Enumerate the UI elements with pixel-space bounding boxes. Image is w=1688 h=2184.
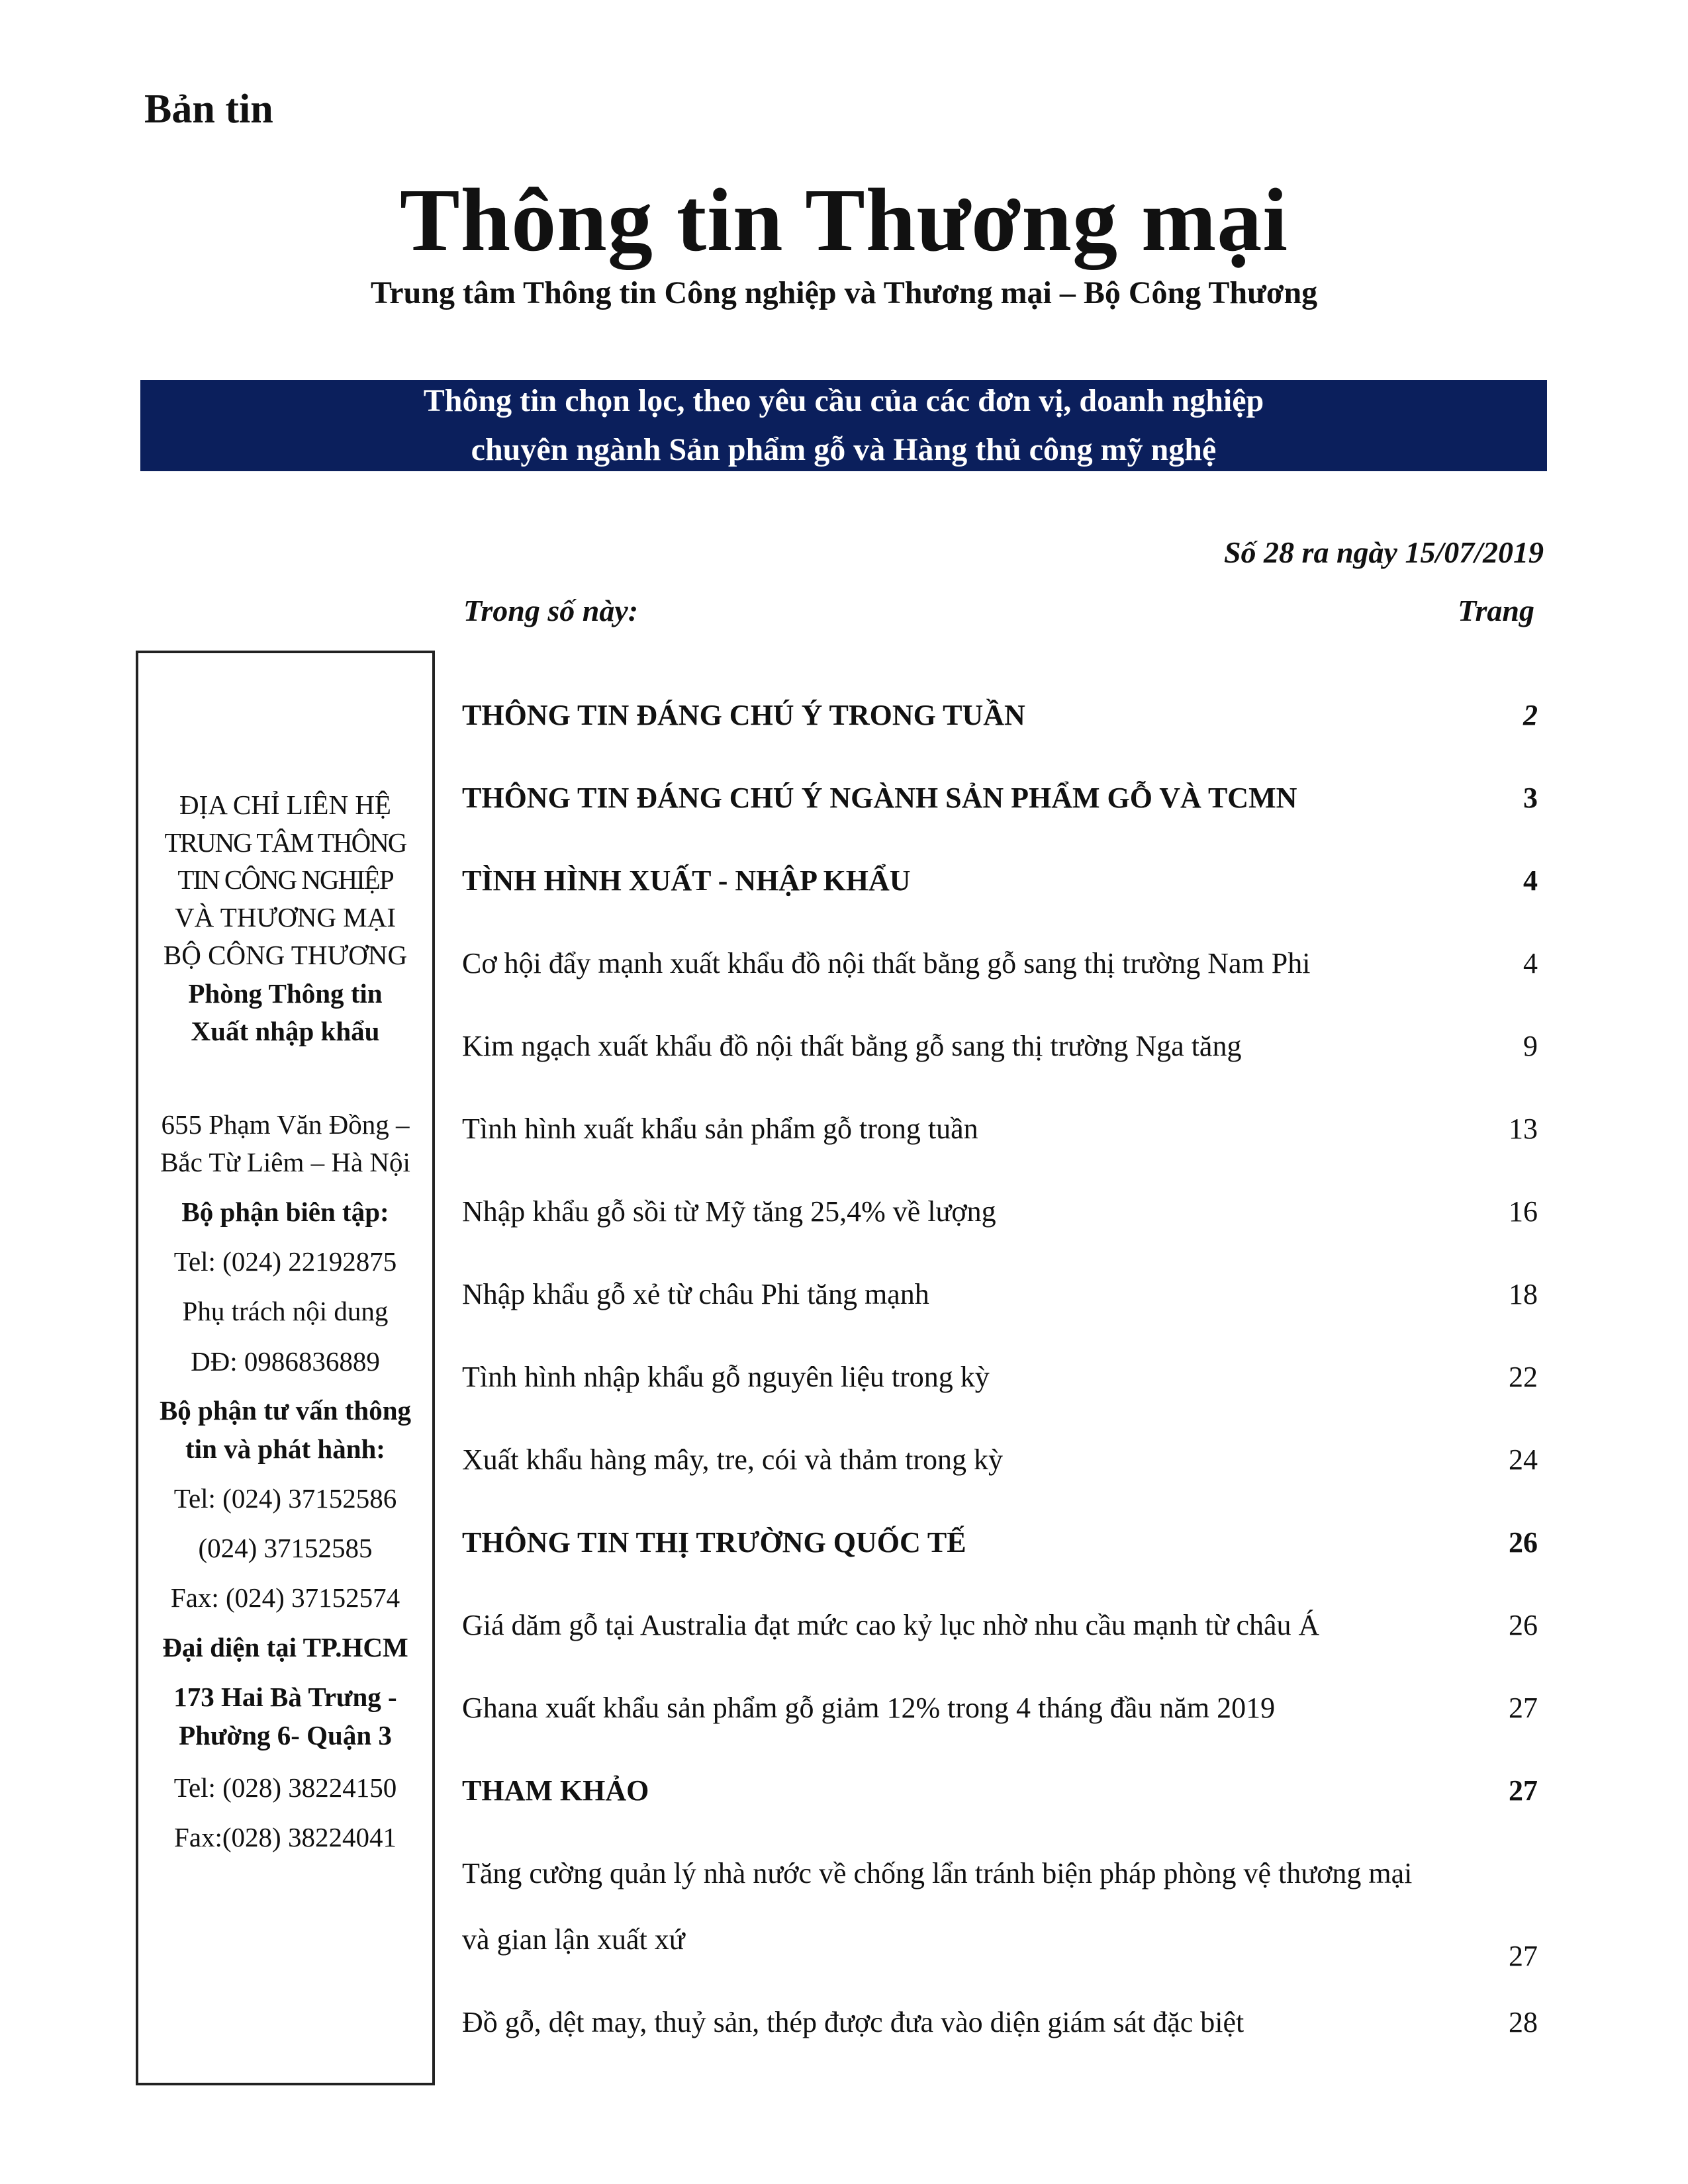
toc-entry-row[interactable] [462,1691,1538,1731]
toc-heading: Trong số này: [463,594,639,627]
toc-section-row[interactable] [462,1774,1538,1813]
sidebar-line: Fax: (024) 37152574 [170,1582,400,1613]
toc-entry-title[interactable]: Kim ngạch xuất khẩu đồ nội thất bằng gỗ sang thị trường Nga tăng [462,1030,1242,1062]
toc-entry-title[interactable]: THÔNG TIN THỊ TRƯỜNG QUỐC TẾ [462,1526,966,1559]
toc-entry-title[interactable]: Cơ hội đẩy mạnh xuất khẩu đồ nội thất bằng gỗ sang thị trường Nam Phi [462,947,1311,979]
sidebar-line: Fax:(028) 38224041 [174,1822,397,1852]
toc-section-row[interactable] [462,1525,1538,1565]
sidebar-line: Phòng Thông tin [188,978,383,1009]
sidebar-line: Tel: (028) 38224150 [173,1772,397,1803]
toc-entry-row[interactable] [462,1856,1538,1972]
sidebar-line: Tel: (024) 37152586 [173,1483,397,1514]
sidebar-line: Bắc Từ Liêm – Hà Nội [160,1147,410,1177]
toc-page-number: 28 [1509,2006,1538,2038]
toc-page-number: 26 [1509,1609,1538,1641]
toc-page-number: 9 [1523,1030,1538,1062]
toc-page-number: 13 [1509,1113,1538,1145]
sidebar-line: Tel: (024) 22192875 [173,1246,397,1277]
toc-entry-row[interactable] [462,1112,1538,1152]
toc-page-number: 2 [1523,699,1538,731]
toc-page-number: 18 [1509,1278,1538,1310]
sidebar-line: Phụ trách nội dung [182,1296,389,1326]
sidebar-line: Đại diện tại TP.HCM [162,1632,408,1662]
toc-page-number: 4 [1523,864,1538,897]
sidebar-line: DĐ: 0986836889 [191,1346,380,1377]
toc-page-number: 22 [1509,1361,1538,1393]
toc-page-number: 16 [1509,1195,1538,1228]
sidebar-line: TRUNG TÂM THÔNG [164,827,406,858]
toc-entry-title[interactable]: THÔNG TIN ĐÁNG CHÚ Ý TRONG TUẦN [462,699,1025,731]
sidebar-line: 173 Hai Bà Trưng - [173,1682,397,1712]
toc-entry-row[interactable] [462,1277,1538,1317]
sidebar-line: (024) 37152585 [198,1533,373,1563]
toc-page-number: 27 [1509,1940,1538,1972]
sidebar-line: ĐỊA CHỈ LIÊN HỆ [179,790,391,820]
toc-section-row[interactable] [462,781,1538,821]
sidebar-line: TIN CÔNG NGHIỆP [177,864,393,895]
toc-entry-row[interactable] [462,1029,1538,1069]
toc-entry-title[interactable]: Giá dăm gỗ tại Australia đạt mức cao kỷ lục nhờ nhu cầu mạnh từ châu Á [462,1609,1320,1641]
toc-entry-title-continued[interactable]: và gian lận xuất xứ [462,1923,685,1956]
toc-page-number: 27 [1509,1774,1538,1807]
toc-entry-title[interactable]: TÌNH HÌNH XUẤT - NHẬP KHẨU [462,864,911,897]
banner-line-2: chuyên ngành Sản phẩm gỗ và Hàng thủ công mỹ nghệ [471,432,1217,467]
toc-entry-title[interactable]: Tăng cường quản lý nhà nước về chống lẩn tránh biện pháp phòng vệ thương mại [462,1857,1413,1889]
sidebar-line: tin và phát hành: [185,1433,385,1464]
toc-entry-title[interactable]: Nhập khẩu gỗ sồi từ Mỹ tăng 25,4% về lượng [462,1195,996,1228]
toc-page-number: 26 [1509,1526,1538,1559]
sidebar-line: VÀ THƯƠNG MẠI [175,902,396,933]
toc-entry-title[interactable]: Tình hình xuất khẩu sản phẩm gỗ trong tuần [462,1113,978,1145]
toc-entry-title[interactable]: Ghana xuất khẩu sản phẩm gỗ giảm 12% trong 4 tháng đầu năm 2019 [462,1692,1276,1724]
contact-sidebar [136,651,435,2085]
toc-entry-row[interactable] [462,946,1538,986]
sidebar-line: Bộ phận tư vấn thông [159,1395,412,1426]
sidebar-line: BỘ CÔNG THƯƠNG [163,940,408,970]
page-subtitle: Trung tâm Thông tin Công nghiệp và Thương mại – Bộ Công Thương [370,275,1318,310]
toc-page-number: 24 [1509,1443,1538,1476]
page-column-heading: Trang [1458,594,1534,627]
sidebar-line: 655 Phạm Văn Đồng – [161,1109,410,1140]
page-title: Thông tin Thương mại [399,171,1289,270]
sidebar-line: Phường 6- Quận 3 [179,1720,392,1751]
toc-page-number: 3 [1523,782,1538,814]
toc-page-number: 27 [1509,1692,1538,1724]
toc-entry-title[interactable]: Xuất khẩu hàng mây, tre, cói và thảm trong kỳ [462,1443,1004,1476]
toc-entry-row[interactable] [462,1608,1538,1648]
toc-section-row[interactable] [462,864,1538,903]
toc-entry-title[interactable]: THAM KHẢO [462,1774,649,1807]
sidebar-line: Bộ phận biên tập: [181,1197,389,1227]
toc-entry-title[interactable]: Tình hình nhập khẩu gỗ nguyên liệu trong kỳ [462,1361,990,1393]
sidebar-line: Xuất nhập khẩu [191,1016,380,1046]
banner-line-1: Thông tin chọn lọc, theo yêu cầu của các đơn vị, doanh nghiệp [423,383,1264,418]
toc-entry-title[interactable]: Đồ gỗ, dệt may, thuỷ sản, thép được đưa vào diện giám sát đặc biệt [462,2006,1244,2038]
toc-entry-title[interactable]: Nhập khẩu gỗ xẻ từ châu Phi tăng mạnh [462,1278,929,1310]
toc-entry-row[interactable] [462,1195,1538,1234]
toc-section-row[interactable] [462,698,1538,738]
toc-page-number: 4 [1523,947,1538,979]
bulletin-kicker: Bản tin [144,87,273,132]
topic-banner [140,380,1547,471]
issue-info: Số 28 ra ngày 15/07/2019 [1223,535,1544,569]
toc-entry-title[interactable]: THÔNG TIN ĐÁNG CHÚ Ý NGÀNH SẢN PHẨM GỖ VÀ TCMN [462,782,1297,814]
toc-entry-row[interactable] [462,1443,1538,1482]
toc-entry-row[interactable] [462,2005,1538,2045]
toc-entry-row[interactable] [462,1360,1538,1400]
